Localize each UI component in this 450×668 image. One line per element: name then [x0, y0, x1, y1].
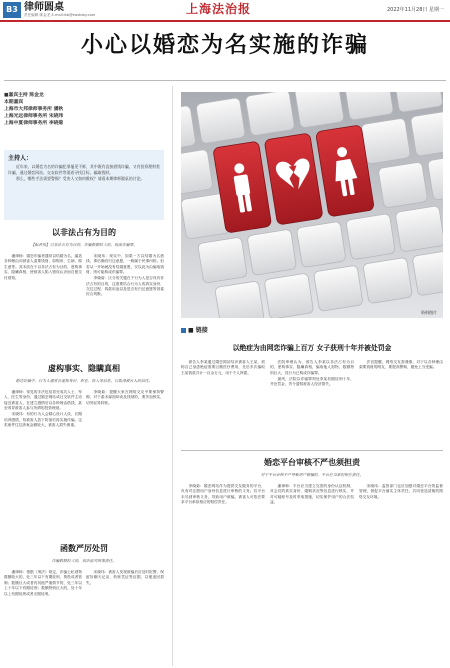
article-paragraph: 潘律师：婚恋诈骗者通常以结婚为名，编造各种理由向被害人索要钱财，如购房、生病、做生意等。其本质在于以非法占有为目的，虚构事实、隐瞒真相，使被害人陷入错误认识而自愿交付财物。	[4, 254, 82, 280]
section-heading: 虚构事实、隐瞒真相	[48, 364, 120, 373]
article-column	[359, 484, 443, 666]
article-column	[181, 360, 265, 444]
keyboard-illustration	[181, 92, 443, 318]
credit-line: 上海市大邦律师事务所 潘秋	[4, 107, 64, 112]
article-column	[4, 254, 82, 352]
article-paragraph: 法官提醒，网络交友需谨慎，对于以各种理由索要钱财的网友，要提高警惕，避免上当受骗。	[359, 360, 443, 370]
section-title: 律师圆桌	[24, 2, 64, 13]
section-divider	[181, 450, 443, 451]
article-paragraph: 最终，法院以诈骗罪判处李某有期徒刑十年，并处罚金，责令退赔被害人经济损失。	[270, 376, 354, 387]
article-paragraph: 李晓菊：婚恋网站作为提供交友服务的平台，负有对注册用户身份信息进行审核的义务。若平台未尽到审核义务，导致用户被骗，被害人可依法要求平台承担相应的赔偿责任。	[181, 484, 265, 505]
keyboard-photo	[181, 92, 443, 318]
section-lead: 对于平台审核不严导致用户被骗的，平台应当承担相应责任。	[260, 472, 364, 477]
host-intro-paragraph: 近年来，以婚恋为名的诈骗犯罪屡见不鲜，其中既有直接借钱诈骗，又有投资理财类诈骗，通过婚恋网站、交友软件等渠道寻找目标，骗取钱财。	[8, 164, 160, 175]
masthead-rule	[0, 20, 450, 22]
article-column	[86, 254, 164, 352]
article-paragraph: 潘律师：平台应当建立完善的身份认证机制，对会员的真实身份、婚姻状况等信息进行核实，并对可疑账号及时采取措施，切实保护用户的合法权益。	[270, 484, 354, 505]
section-heading: 函数严厉处罚	[60, 544, 108, 553]
article-paragraph: 宋晓玮：有的行为人会精心设计人设，长期培养感情，待被害人放下防备后再实施诈骗。这类案件往往涉案金额较大，被害人损失惨重。	[4, 412, 82, 427]
section-lead: 诈骗数额较大的，依法追究刑事责任。	[51, 558, 117, 563]
credit-line: 上海中夏律师事务所 李晓菊	[4, 121, 64, 126]
article-column	[4, 390, 82, 530]
link-label-text: ■ 链接	[188, 327, 208, 334]
section-heading: 以非法占有为目的	[52, 228, 116, 237]
article-paragraph: 宋晓玮：现实中，如果一方以结婚为名借钱，事后确有归还意愿，一般属于民事纠纷。但若从一开始就没有结婚意愿，仅以此为由骗取钱财，则可能构成诈骗罪。	[86, 254, 164, 275]
page-headline: 小心以婚恋为名实施的诈骗	[80, 33, 369, 58]
headline-divider	[4, 80, 446, 81]
page-badge: B3	[3, 2, 21, 18]
article-paragraph: 宋晓玮：被害人发现被骗后应及时报警，保留好聊天记录、转账凭证等证据，以便追回损失。	[86, 570, 164, 585]
article-paragraph: 潘律师：根据《刑法》规定，诈骗公私财物数额较大的，处三年以下有期徒刑、拘役或者管制；数额巨大或者有其他严重情节的，处三年以上十年以下有期徒刑；数额特别巨大的，处十年以上有期徒刑或者无期徒刑。	[4, 570, 82, 596]
credits-block	[4, 92, 84, 127]
host-intro-box	[4, 150, 164, 220]
article-column	[359, 360, 443, 444]
credit-line: ■嘉宾主持 陈金龙	[4, 93, 44, 98]
article-column	[4, 570, 82, 666]
credit-line: 本期嘉宾	[4, 100, 24, 105]
article-paragraph: 法院审理认为，被告人李某以非法占有为目的，虚构事实、隐瞒真相，骗取他人财物，数额特别巨大，其行为已构成诈骗罪。	[270, 360, 354, 375]
article-paragraph: 李晓菊：提醒大家在网络交友中要保持警惕，对于素未谋面却谈及钱财的，要多加核实，切勿轻易转账。	[86, 390, 164, 405]
column-divider	[172, 86, 173, 666]
square-icon	[181, 328, 186, 333]
issue-date: 2022年11月28日 星期一	[386, 7, 444, 13]
link-heading: 以绝症为由网恋诈骗上百万 女子获刑十年并被处罚金	[232, 344, 392, 352]
newspaper-logo: 上海法治报	[186, 2, 252, 16]
link-label	[181, 325, 208, 334]
article-paragraph: 宋晓玮：监管部门也应加强对婚恋平台的监督管理，督促平台落实主体责任，共同营造清朗的网络交友环境。	[359, 484, 443, 499]
section-lead: 【编者按】以非法占有为目的，诈骗数额较大的，构成诈骗罪。	[30, 242, 138, 247]
article-paragraph: 被告人李某通过婚恋网站结识被害人王某，谎称自己身患绝症需要巨额医疗费用，先后多次骗取王某钱款共计一百余万元，用于个人挥霍。	[181, 360, 265, 375]
article-column	[270, 484, 354, 666]
article-column	[270, 360, 354, 444]
photo-credit: 资料图片	[421, 310, 437, 315]
article-column	[86, 570, 164, 666]
editor-info: 责任编辑 陈金龙 E-mail:lsb@eastday.com	[24, 13, 96, 17]
masthead	[0, 0, 450, 20]
article-paragraph: 潘律师：常见的手法包括冒充成功人士、军人、医生等身份，通过婚恋网站或社交软件主动接近被害人，在建立感情后以各种理由借钱，甚至诱导被害人参与所谓的投资理财。	[4, 390, 82, 411]
article-paragraph: 李晓菊：区分的关键在于行为人是否具有非法占有的目的，这需要结合行为人的真实身份、交往过程、钱款用途以及是否有归还意愿等因素综合判断。	[86, 276, 164, 297]
credit-line: 上海光远律师事务所 宋晓玮	[4, 114, 64, 119]
article-column	[181, 484, 265, 666]
host-intro-paragraph: 那么，哪些手法需要警惕？受害人又如何维权？请看本期律师圆桌的讨论。	[16, 176, 145, 181]
section-heading: 婚恋平台审核不严也须担责	[264, 458, 360, 467]
section-lead: 婚恋诈骗中，行为人通常会虚构身份、职业、收入等信息，以取得被害人的信任。	[15, 378, 153, 383]
host-intro-title: 主持人：	[8, 155, 33, 162]
article-column	[86, 390, 164, 530]
